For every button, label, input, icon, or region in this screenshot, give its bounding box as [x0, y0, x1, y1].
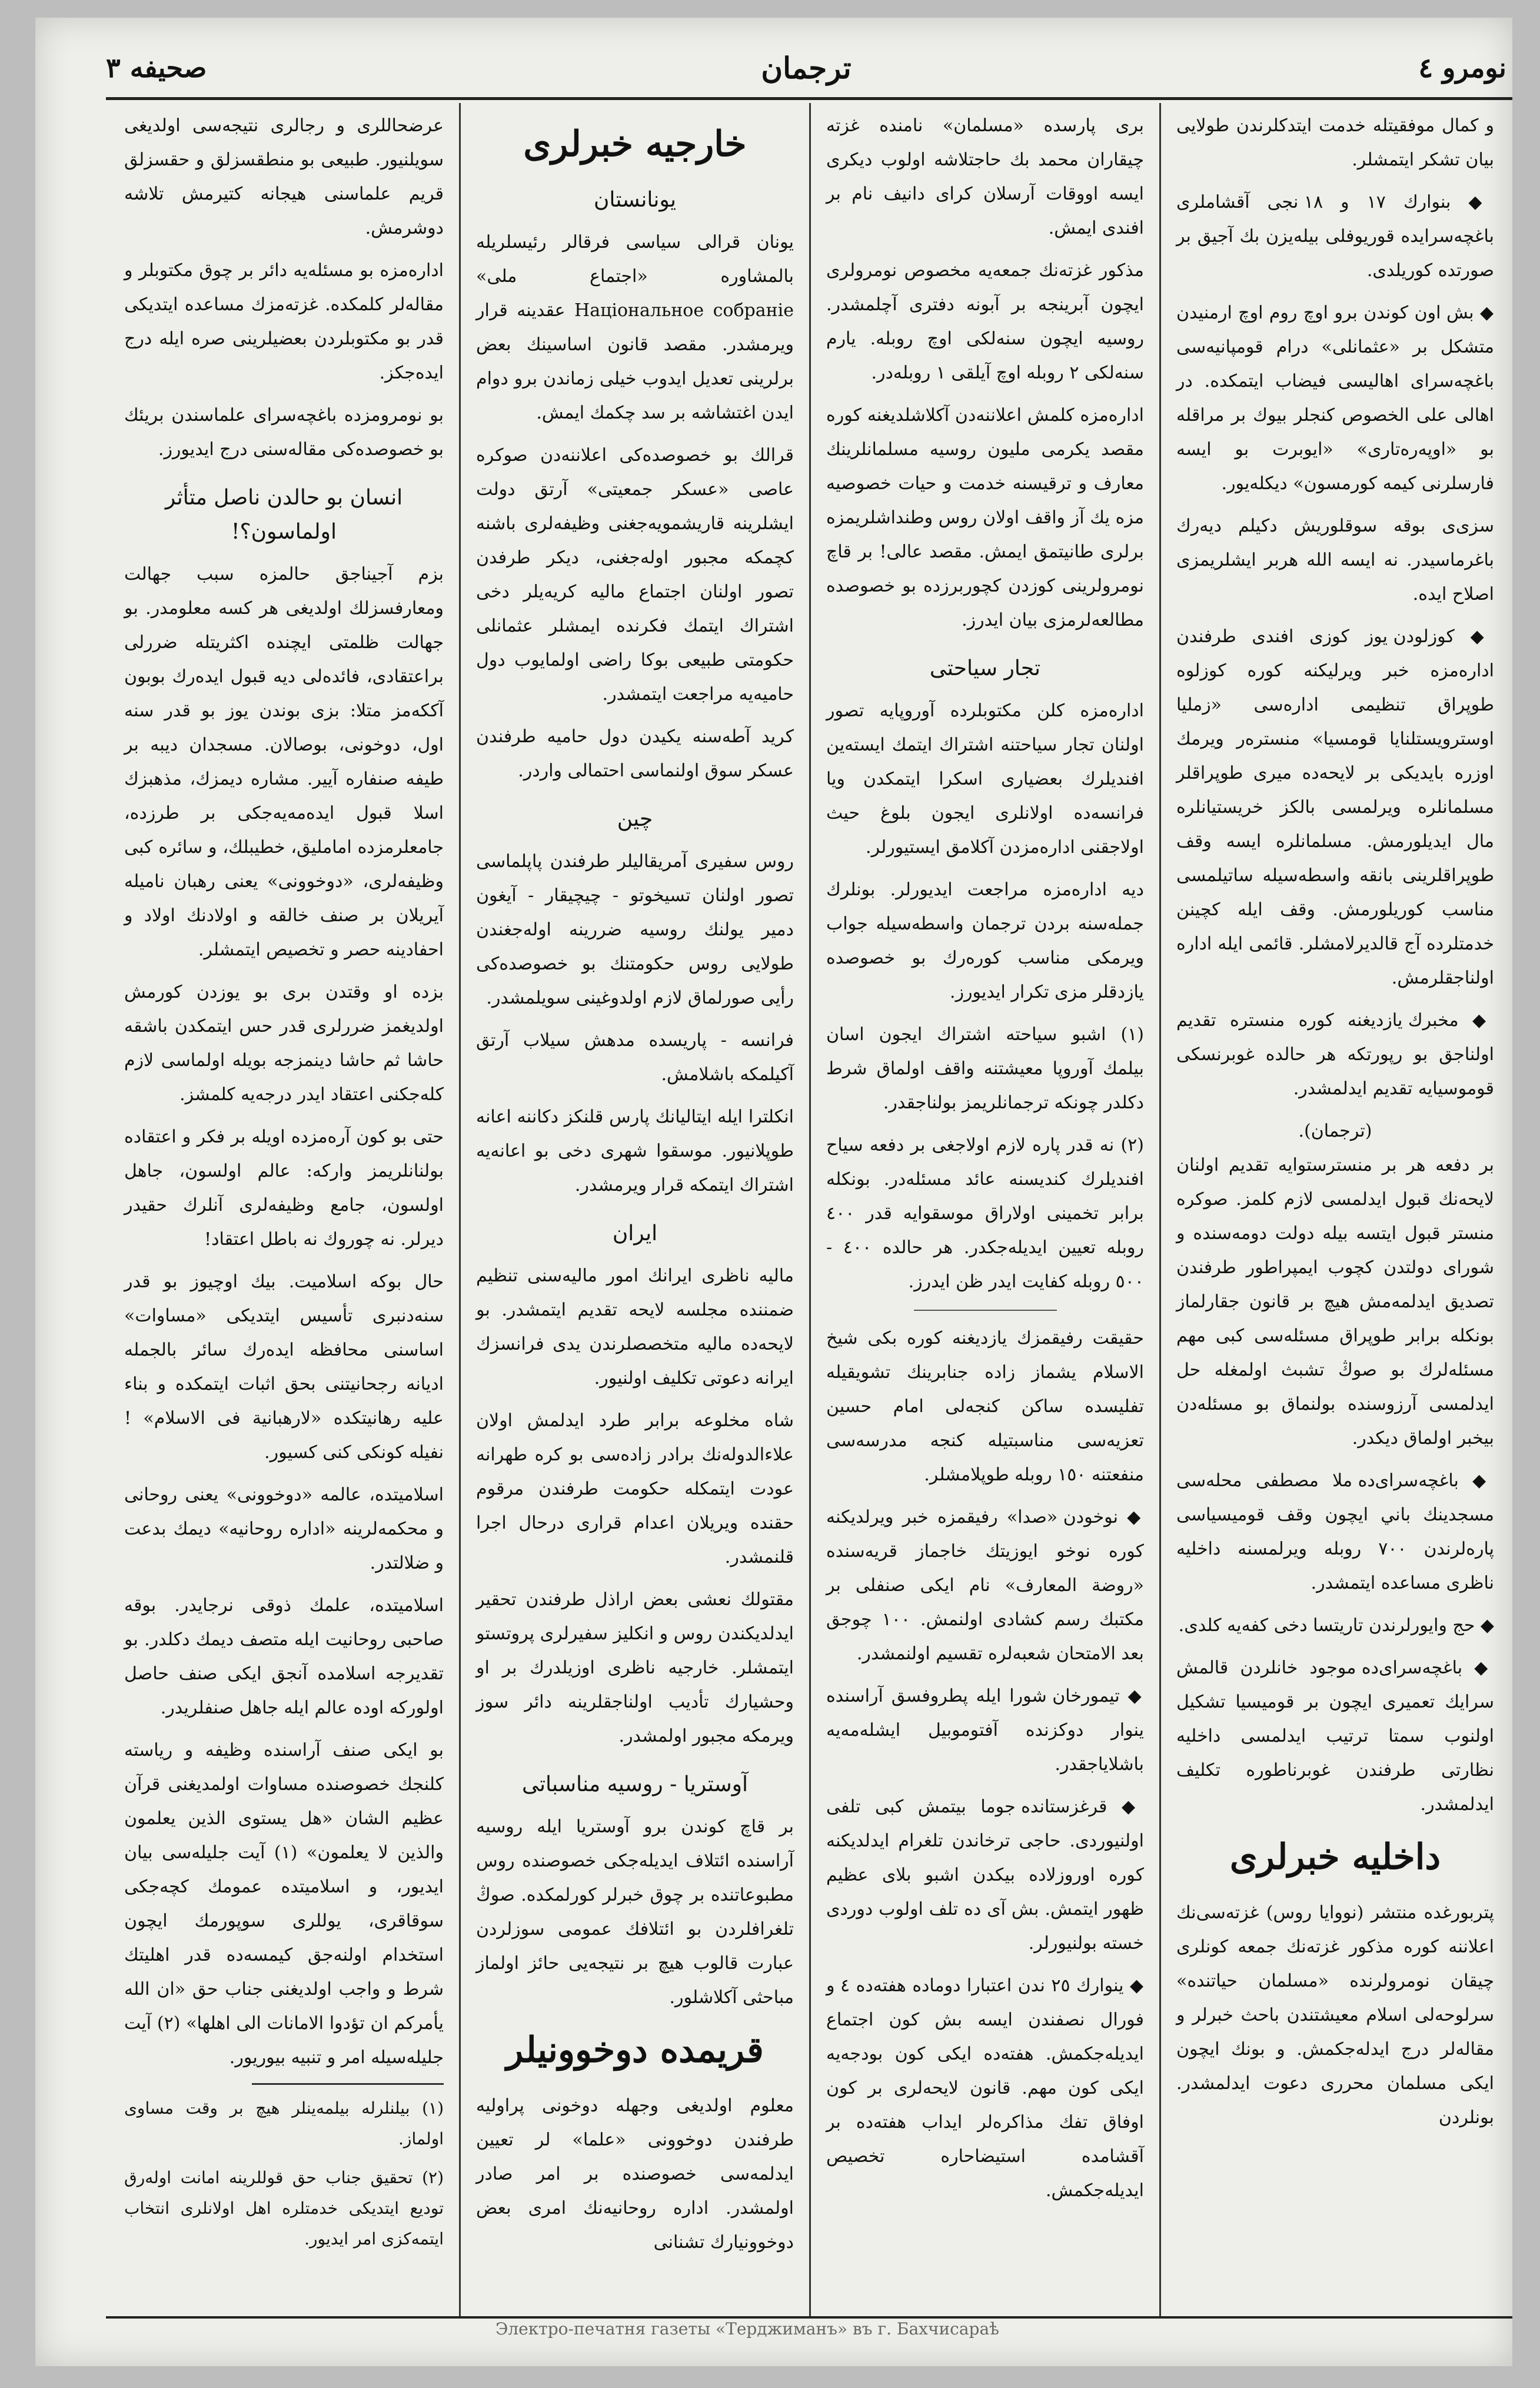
- paragraph: عرضحاللرى و رجالرى نتيجه‌سى اولديغى سويلنيور. طبيعى بو منطقسزلق و حقسزلق قريم علماسنى هيجانه كتيرمش تلاشه دوشرمش.: [124, 115, 444, 238]
- paragraph: و كمال موفقيتله خدمت ايتدكلرندن طولايى بيان تشكر ايتمشلر.: [1176, 115, 1494, 170]
- paragraph: انكلترا ايله ايتاليانك پارس قلنكز دكاننه اعانه طوپلانيور. موسقوا شهرى دخى بو اعانه‌يه اشتراك ايتمكه قرار ويرمشدر.: [476, 1107, 794, 1195]
- paragraph: بو نومرومزده باغچه‌سراى علماسندن بريئك بو خصوصده‌كى مقاله‌سنى درج ايديورز.: [124, 405, 444, 460]
- paragraph: بر قاچ كوندن برو آوستريا ايله روسيه آراسنده ائتلاف ايديلەجكى خصوصنده روس مطبوعاتنده بر چوق خبرلر كورلمكده. صوڭ تلغرافلردن بو ائتلافك عمومى سوزلردن عبارت قالوب هيچ بر نتيجه‌يى حائز اولماز مباحثى آكلاشلور.: [476, 1816, 794, 2008]
- paragraph: ادارەمزه كلمش اعلاننه‌دن آكلاشلديغنه كوره مقصد يكرمى مليون روسيه مسلمانلرينك معارف و ترقيسنه خدمت و حيات خصوصيه مزه‌ يك آز واقف اولان روس وطنداشلريمزه برلرى طانيتمق ايمش. مقصد عالى! بر قاچ نومرولرينى كوزدن كچوربرزده بو خصوصده مطالعەلرمزى بيان ايدرز.: [826, 405, 1144, 630]
- paragraph: ◆ ينوارك ٢٥ ندن اعتبارا دومادە هفته‌ده ٤ و فورال نصفندن ايسه بش كون اجتماع ايديلەجكمش. هفته‌ده ايكى كون بودجه‌يه ايكى كون مهم. قانون لايحه‌لرى بر كون اوفاق تفك مذاكره‌لر ايداب هفته‌ده بر آقشامده استيضاحاره تخصيص ايديلەجكمش.: [826, 1975, 1144, 2201]
- paragraph: ادارەمزه كلن مكتوبلرده آوروپايه تصور اولنان تجار سياحتنه اشتراك ايتمك ايستەين افنديلرك بعضيارى اسكرا ايتمكدن ويا فرانسەده اولانلرى ايجون بلوغ حيث اولاجقنى ادارەمزدن آكلامق ايستيورلر.: [826, 700, 1144, 858]
- paragraph: بر دفعه هر بر منسترستوايه تقديم اولنان لايحه‌نك قبول ايدلمسى لازم كلمز. صوكره منستر قبول ايتسه بيله دولت دومەسنده و شوراى دولتدن كچوب ايمپراطور طرفندن تصديق ايدلمه‌مش هيچ بر قانون جقارلماز بونكله برابر طوپراق مسئله‌سى كبى مهم مسئلەلرك بو صوڭ تشبث اولمغله حل ايدلمسى آرزوسنده بولنماق بو مسئلەدن بيخبر اولماق ديكدر.: [1176, 1155, 1494, 1449]
- article-columns: [109, 103, 1509, 2316]
- signature: (ترجمان).: [1298, 1121, 1372, 1141]
- diamond-bullet-icon: ◆: [1475, 1615, 1494, 1636]
- paragraph: مقتولك نعشى بعض اراذل طرفندن تحقير ايدلديكندن روس و انكليز سفيرلرى پروتستو ايتمشلر. خارجيه ناظرى اوزيلدرك بر او وحشيارك تأديب اولناجقلرينه دائر سوز ويرمكه مجبور اولمشدر.: [476, 1589, 794, 1746]
- paragraph: فرانسه - پاريسده مدهش سيلاب آرتق آكيلمكه باشلامش.: [476, 1030, 794, 1085]
- footnote: (١) بيلنلرله بيلمه‌ينلر هيچ بر وقت مساوى اولماز.: [124, 2098, 444, 2148]
- paragraph: اسلاميتده، علمك ذوقى نرجايدر. بوقه صاحبى روحانيت ايله متصف ديمك دكلدر. بو تقديرجه اسلامده آنجق ايكى صنف حاصل اولوركه اوده عالم ايله جاهل صنفلريدر.: [124, 1595, 444, 1718]
- paragraph: برى پارسده «مسلمان» نامنده غزته چيقاران محمد بك حاجتلاشه اولوب ديكرى ايسه اووقات آرسلان كراى دانيف نام بر افندى ايمش.: [826, 115, 1144, 238]
- paragraph: كريد آطه‌سنه يكيدن دول حاميه طرفندن عسكر سوق اولنماسى احتمالى واردر.: [476, 726, 794, 781]
- paragraph: ◆ مخبرك يازديغنه كوره منستره تقديم اولناجق بو رپورتكه هر حالده غوبرنسكى قوموسيايه تقديم ايدلمشدر.: [1176, 1010, 1494, 1099]
- paragraph: ماليه ناظرى ايرانك امور ماليه‌سنى تنظيم ضمننده مجلسه لايحه تقديم ايتمشدر. بو لايحه‌ده ماليه متخصصلرندن يدى فرانسزك ايرانه دعوتى تكليف اولنيور.: [476, 1266, 794, 1389]
- newspaper-page: [35, 18, 1512, 2366]
- paragraph: اسلاميتده، عالمه «دوخوونى» يعنى روحانى و محكمه‌لرينه «اداره روحانيه» ديمك بدعت و ضلالتدر.: [124, 1484, 444, 1573]
- paragraph: ديه ادارەمزه مراجعت ايديورلر. بونلرك جمله‌سنه بردن ترجمان واسطه‌سيله جواب ويرمكى مناسب كورەرك بو خصوصده يازدقلر مزى تكرار ايديورز.: [826, 879, 1144, 1002]
- footnote: (٢) تحقيق جناب حق قوللرينه امانت اولەرق توديع ايتديكى خدمتلره اهل اولانلرى انتخاب ايتمه‌كزى امر ايديور.: [124, 2168, 444, 2248]
- subsection-heading: تجار سياحتى: [929, 656, 1041, 680]
- paragraph: بزده او وقتدن برى بو يوزدن كورمش اولديغمز ضررلرى قدر حس ايتمكدن باشقه حاشا ثم حاشا دينمزجه بويله اولماسى لازم كله‌جكنى اعتقاد ايدر درجه‌يه كلمشز.: [124, 982, 444, 1105]
- diamond-bullet-icon: ◆: [1451, 192, 1494, 212]
- paragraph: ادارەمزه بو مسئله‌يه دائر بر چوق مكتوبلر و مقالەلر كلمكده. غزته‌مزك مساعده ايتديكى قدر بو مكتوبلردن بعضيلرينى صره ايله درج ايدەجكز.: [124, 260, 444, 383]
- paragraph: ◆ حج وايورلرندن تاريتسا دخى كفه‌يه كلدى.: [1178, 1615, 1494, 1636]
- masthead: [106, 41, 1506, 94]
- footnote-rule: [252, 2083, 444, 2085]
- paragraph: (١) اشبو سياحته اشتراك ايجون اسان بيلمك آوروپا معيشتنه واقف اولماق شرط دكلدر چونكه ترجمانلريمز بولناجقدر.: [826, 1024, 1144, 1113]
- article-title: انسان بو حالدن ناصل متأثر اولماسون؟!: [165, 486, 403, 544]
- paragraph: ◆ تيمورخان شورا ايله پطروفسق آراسنده ينوار دوكزنده آفتوموبيل ايشلەمه‌يه باشلاياجقدر.: [826, 1686, 1145, 1775]
- diamond-bullet-icon: ◆: [1107, 1796, 1145, 1817]
- paragraph: ◆ بنوارك ١٧ و ١٨ نجى آقشاملرى باغچه‌سرايده قوريوفلى بيلەيزن بك آجيق بر صورتده كوريلدى.: [1176, 192, 1494, 281]
- diamond-bullet-icon: ◆: [1119, 1686, 1145, 1706]
- divider: [914, 1310, 1057, 1311]
- diamond-bullet-icon: ◆: [1458, 1010, 1494, 1031]
- column-4: [109, 103, 459, 2316]
- paragraph: بزم آجيناجق حالمزه سبب جهالت ومعارفسزلك اولديغى هر كسه معلومدر. بو جهالت ظلمتى ايچنده اكثريتله ضررلى براعتقادى، فائده‌لى ديه قبول ايدەرك بوبون آككه‌مز متلا: بزى بوندن يوز بو قدر سنه اول، دوخونى، بوصالان. مسجدان ديبه بر طيفه صنفاره آيير. مشاره ديمزك، مذهبزك اسلا قبول ايدەمه‌يەجكى بر طرزده، جامعلرمزده امامليق، خطيبلك، و سائره كبى وظيفه‌لرى، «دوخوونى» يعنى رهبان ناميله آيريلان بر صنف خالقه و اولادنك اولاد و احفادينه حصر و تخصيص ايتمشلر.: [124, 564, 444, 960]
- diamond-bullet-icon: ◆: [1117, 1507, 1145, 1527]
- section-heading: داخليه خبرلرى: [1229, 1836, 1441, 1878]
- diamond-bullet-icon: ◆: [1458, 1470, 1494, 1491]
- paragraph: قرالك بو خصوصده‌كى اعلاننه‌دن صوكره عاصى «عسكر جمعيتى» آرتق دولت ايشلرينه قاريشمويه‌جغنى وظيفه‌لرى باشنه كچمكه مجبور اولەجغنى، ديكر طرفدن تصور اولنان اجتماع ماليه كريەيلر دخى اشتراك ايتمك فكرنده ايمشلر عثمانلى حكومتى طبيعى بوكا راضى اولمايوب دول حاميه‌يه مراجعت ايتمشدر.: [476, 445, 794, 705]
- paragraph: ◆ كوزلودن يوز كوزى افندى طرفندن ادارەمزه خبر ويرليكنه كوره كوزلوه طوپراق تنظيمى ادارەسى «زمليا اوسترويستلنايا قومسيا» منسترەر ويرمك اوزره بايديكى بر لايحەده ميرى طوپراقلر مسلمانلره ويرلمسى بالكز خريستيانلره مال ايديلورمش. مسلمانلره ايسه وقف طوپراقلرينى بانقه واسطەسيله ساتيلمسى مناسب كوريلورمش. وقف ايله كچينن خدمتلرده آج قالديرلامشلر. قائمى ايله اداره اولناجقلرمش.: [1176, 626, 1495, 988]
- diamond-bullet-icon: ◆: [1474, 303, 1494, 323]
- paragraph: ◆ باغچه‌سراى‌ده موجود خانلردن قالمش سرايك تعميرى ايچون بر قوميسيا تشكيل اولنوب سمتا ترتيب ايدلمسى داخليه نظارتى طرفندن غوبرناطوره تكليف ايدلمشدر.: [1176, 1658, 1494, 1815]
- section-heading: خارجيه خبرلرى: [523, 124, 747, 165]
- paragraph: حقيقت رفيقمزك يازديغنه كوره بكى شيخ الاسلام يشماز زاده جنابرينك تشويقيله تفليسده ساكن كنجه‌لى امام حسين تعزيه‌سى مناسبتيله كنجه مدرسه‌سى منفعتنه ١٥٠ روبله طوپلامشلر.: [826, 1328, 1144, 1485]
- subsection-heading: ايران: [612, 1221, 658, 1246]
- paragraph: سزى‌ى بوقه سوقلوريش دكيلم ديەرك باغرماسيدر. نه ايسه الله هربر ايشلريمزى اصلاح ايده.: [1176, 516, 1494, 605]
- issue-number: نومرو ٤: [1418, 52, 1506, 84]
- column-2: [809, 103, 1159, 2316]
- paragraph: معلوم اولديغى وجهله دوخونى پراوليه طرفندن دوخوونى «علما» لر تعيين ايدلمه‌سى خصوصنده بر امر صادر اولمشدر. اداره روحانيه‌نك امرى بعض دوخوونيارك تشنانى: [476, 2095, 794, 2253]
- subsection-heading: آوستريا - روسيه مناسباتى: [522, 1772, 748, 1796]
- subsection-heading: يونانستان: [593, 188, 676, 212]
- diamond-bullet-icon: ◆: [1454, 626, 1495, 647]
- section-heading: قريمده دوخوونيلر: [506, 2030, 764, 2071]
- paragraph: بو ايكى صنف آراسنده وظيفه و رياسته كلنجك خصوصنده مساوات اولمديغنى قرآن عظيم الشان «هل يستوى الذين يعلمون والذين لا يعلمون» (١) آيت جليله‌سى بيان ايديور، و اسلاميتده عمومك كچه‌جكى سوقاقرى، يوللرى سوپورمك ايچون استخدام اولنه‌جق كيمسه‌ده قدر اهليتك شرط و واجب اولديغنى جناب حق «ان الله يأمركم ان تؤدوا الامانات الى اهلها» (٢) آيت جليله‌سيله امر و تنبيه بيوريور.: [124, 1740, 444, 2068]
- column-3: [459, 103, 809, 2316]
- page-number: صحيفه ٣: [106, 52, 207, 84]
- printer-imprint: Электро-печатня газеты «Терджиманъ» въ г. Бахчисараѣ: [495, 2319, 1000, 2339]
- header-rule: [106, 97, 1512, 100]
- paragraph: پتربورغده منتشر (نووايا روس) غزته‌سى‌نك اعلاننه كوره مذكور غزته‌نك جمعه كونلرى چيقان نومرولرنده «مسلمان حياتنده» سرلوحه‌لى اسلام معيشتندن باحث خبرلر و مقالەلر درج ايدلەجكمش. و بونك ايچون ايكى مسلمان محررى دعوت ايدلمشدر. بونلردن: [1176, 1902, 1494, 2128]
- paragraph: حال بوكه اسلاميت. بيك اوچيوز بو قدر سنه‌دنبرى تأسيس ايتديكى «مساوات» اساسنى محافظه ايدەرك سائر بالجمله اديانه رجحانيتنى بحق اثبات ايتمكده و بناء عليه رهانيتكده «لارهبانية فى الاسلام» ! نفيله كونكى كنى كسيور.: [124, 1271, 444, 1463]
- paragraph: حتى بو كون آرەمزده اويله بر فكر و اعتقاده بولنانلريمز واركه: عالم اولسون، جاهل اولسون، جامع وظيفه‌لرى آنلرك حقيدر ديرلر. نه چوروك نه باطل اعتقاد!: [124, 1127, 444, 1250]
- subsection-heading: چين: [617, 807, 653, 831]
- paragraph: (٢) نه قدر پاره لازم اولاجغى بر دفعه سياح افنديلرك كنديسنه عائد مسئله‌در. بونكله برابر تخمينى اولاراق موسقوايه قدر ٤٠٠ روبله تعيين ايديلەجكدر. هر حالده ٤٠٠ - ٥٠٠ روبله كفايت ايدر ظن ايدرز.: [826, 1135, 1144, 1292]
- footer-rule: [106, 2316, 1512, 2319]
- paragraph: شاه مخلوعه برابر طرد ايدلمش اولان علاءالدوله‌نك برادر زاده‌سى بو كره طهرانه عودت ايتمكله حكومت طرفندن مرقوم حقنده ويريلان اعدام قرارى درحال اجرا قلنمشدر.: [476, 1410, 794, 1567]
- diamond-bullet-icon: ◆: [1123, 1975, 1144, 1996]
- paragraph: ◆ باغچه‌سراى‌ده ملا مصطفى محله‌سى مسجدينك باني ايچون وقف قوميسياسى پارەلرندن ٧٠٠ روبله ويرلمسنه داخليه ناظرى مساعده ايتمشدر.: [1176, 1470, 1494, 1593]
- paragraph: مذكور غزته‌نك جمعه‌يه مخصوص نومرولرى ايچون آبرينجه بر آبونه دفترى آچلمشدر. روسيه ايچون سنه‌لكى اوچ روبله. يارم سنه‌لكى ٢ روبله اوچ آيلقى ١ روبله‌در.: [826, 260, 1144, 383]
- paragraph: ◆ نوخودن «صدا» رفيقمزه خبر ويرلديكنه كوره نوخو ايوزيتك خاجماز قريه‌سنده «روضة المعارف» نام ايكى صنفلى بر مكتبك رسم كشادى اولنمش. ١٠٠ چوجق بعد الامتحان شعبه‌لره تقسيم اولنمشدر.: [826, 1507, 1145, 1664]
- diamond-bullet-icon: ◆: [1462, 1658, 1494, 1678]
- newspaper-title: ترجمان: [761, 50, 852, 85]
- paragraph: ◆ بش اون كوندن برو اوچ روم اوچ ارمنيدن متشكل بر «عثمانلى» درام قومپانيەسى باغچه‌سراى اهاليسى فيضاب ايتمكده. در اهالى على الخصوص كنجلر بيوك بر مراقله بو «اوپەرەتارى» «ايوبرت بو ايسه فارسلرنى كيمه كورمسون» ديكله‌يور.: [1176, 303, 1494, 494]
- paragraph: ◆ قرغزستانده جوما بيتمش كبى تلفى اولنيوردى. حاجى ترخاندن تلغرام ايدلديكنه كوره اوروزلاده بيكدن اشبو بلاى عظيم ظهور ايتمش. بش آى ده تلف اولوب دوردى خسته بولنيورلر.: [826, 1796, 1145, 1954]
- paragraph: روس سفيرى آمريقاليلر طرفندن پاپلماسى تصور اولنان تسيخوتو - چيچيقار - آيغون دمير يولنك روسيه ضررينه اولەجغندن طولايى روس حكومتنك بو خصوصده‌كى رأيى صورلماق لازم اولدوغينى سويلمشدر.: [476, 851, 794, 1008]
- column-1: [1159, 103, 1509, 2316]
- paragraph: يونان قرالى سياسى فرقالر رئيسلريله بالمشاوره «اجتماع ملى» Національное собраніе عقدينه قرار ويرمشدر. مقصد قانون اساسينك بعض برلرينى تعديل ايدوب خيلى زماندن برو دوام ايدن اغتشاشه بر سد چكمك ايمش.: [476, 232, 794, 423]
